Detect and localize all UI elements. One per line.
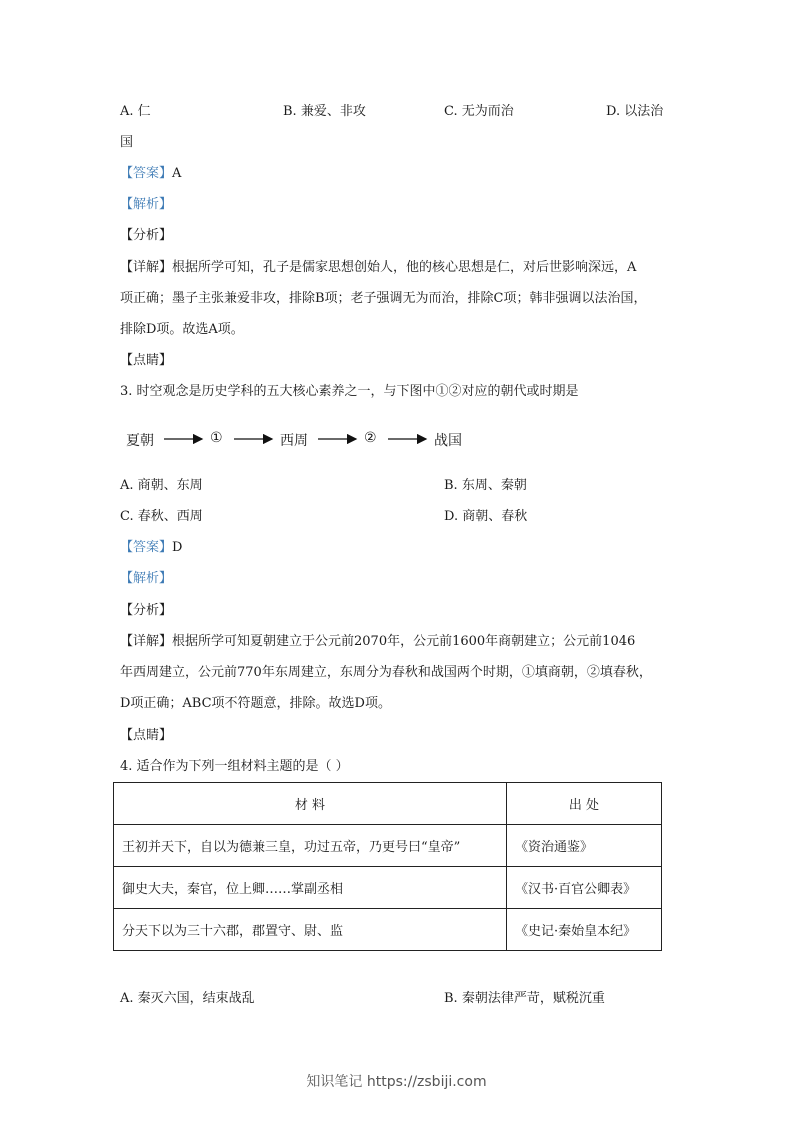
table-cell-material: 王初并天下，自以为德兼三皇，功过五帝，乃更号曰“皇帝” xyxy=(114,825,507,867)
answer-tag: 【答案】 xyxy=(120,540,173,555)
table-cell-source: 《资治通鉴》 xyxy=(507,825,662,867)
q3-detail-line-3: D项正确；ABC项不符题意，排除。故选D项。 xyxy=(120,696,391,711)
q2-option-b: B. 兼爱、非攻 xyxy=(283,104,366,119)
q2-dianjing-label: 【点睛】 xyxy=(120,353,173,368)
answer-value: D xyxy=(172,540,183,555)
q2-option-a: A. 仁 xyxy=(120,104,151,119)
table-row xyxy=(114,825,662,867)
table-cell-source: 《史记·秦始皇本纪》 xyxy=(507,909,662,951)
q3-detail-line-2: 年西周建立，公元前770年东周建立，东周分为春秋和战国两个时期，①填商朝，②填春秋， xyxy=(120,665,652,680)
q2-jiexi-label: 【解析】 xyxy=(120,197,173,212)
timeline-node-2: ② xyxy=(364,430,377,446)
timeline-node-xia: 夏朝 xyxy=(126,433,154,449)
timeline-node-zhanguo: 战国 xyxy=(434,433,462,449)
q3-option-a: A. 商朝、东周 xyxy=(120,478,203,493)
table-cell-material: 御史大夫，秦官，位上卿……掌副丞相 xyxy=(114,867,507,909)
q3-answer xyxy=(120,538,182,558)
q2-detail-line-1: 【详解】根据所学可知，孔子是儒家思想创始人，他的核心思想是仁，对后世影响深远，A xyxy=(120,260,637,275)
timeline-node-1: ① xyxy=(210,430,223,446)
q4-stem: 4. 适合作为下列一组材料主题的是（ ） xyxy=(120,759,349,774)
q3-dianjing-label: 【点睛】 xyxy=(120,728,173,743)
q2-option-c: C. 无为而治 xyxy=(444,104,514,119)
q3-stem: 3. 时空观念是历史学科的五大核心素养之一，与下图中①②对应的朝代或时期是 xyxy=(120,384,579,399)
q4-option-a: A. 秦灭六国，结束战乱 xyxy=(120,991,255,1006)
table-row xyxy=(114,909,662,951)
page-footer: 知识笔记 https://zsbiji.com xyxy=(306,1074,487,1090)
q2-detail-line-3: 排除D项。故选A项。 xyxy=(120,322,244,337)
table-cell-source: 《汉书·百官公卿表》 xyxy=(507,867,662,909)
q3-option-b: B. 东周、秦朝 xyxy=(444,478,527,493)
table-header-material: 材 料 xyxy=(114,783,507,825)
answer-value: A xyxy=(172,166,182,181)
table-header-source: 出 处 xyxy=(507,783,662,825)
q4-option-b: B. 秦朝法律严苛，赋税沉重 xyxy=(444,991,605,1006)
q2-fenxi-label: 【分析】 xyxy=(120,228,173,243)
table-row xyxy=(114,867,662,909)
table-header-row xyxy=(114,783,662,825)
q3-option-c: C. 春秋、西周 xyxy=(120,509,203,524)
q2-option-d-wrap: 国 xyxy=(120,135,134,150)
q3-detail-line-1: 【详解】根据所学可知夏朝建立于公元前2070年，公元前1600年商朝建立；公元前1046 xyxy=(120,634,636,649)
answer-tag: 【答案】 xyxy=(120,166,173,181)
q3-fenxi-label: 【分析】 xyxy=(120,603,173,618)
q2-detail-line-2: 项正确；墨子主张兼爱非攻，排除B项；老子强调无为而治，排除C项；韩非强调以法治国， xyxy=(120,291,647,306)
q4-material-table xyxy=(113,782,662,951)
table-cell-material: 分天下以为三十六郡，郡置守、尉、监 xyxy=(114,909,507,951)
q3-jiexi-label: 【解析】 xyxy=(120,571,173,586)
timeline-arrows xyxy=(0,0,793,460)
q2-option-d: D. 以法治 xyxy=(606,104,664,119)
q3-option-d: D. 商朝、春秋 xyxy=(444,509,528,524)
timeline-node-xizhou: 西周 xyxy=(280,433,308,449)
